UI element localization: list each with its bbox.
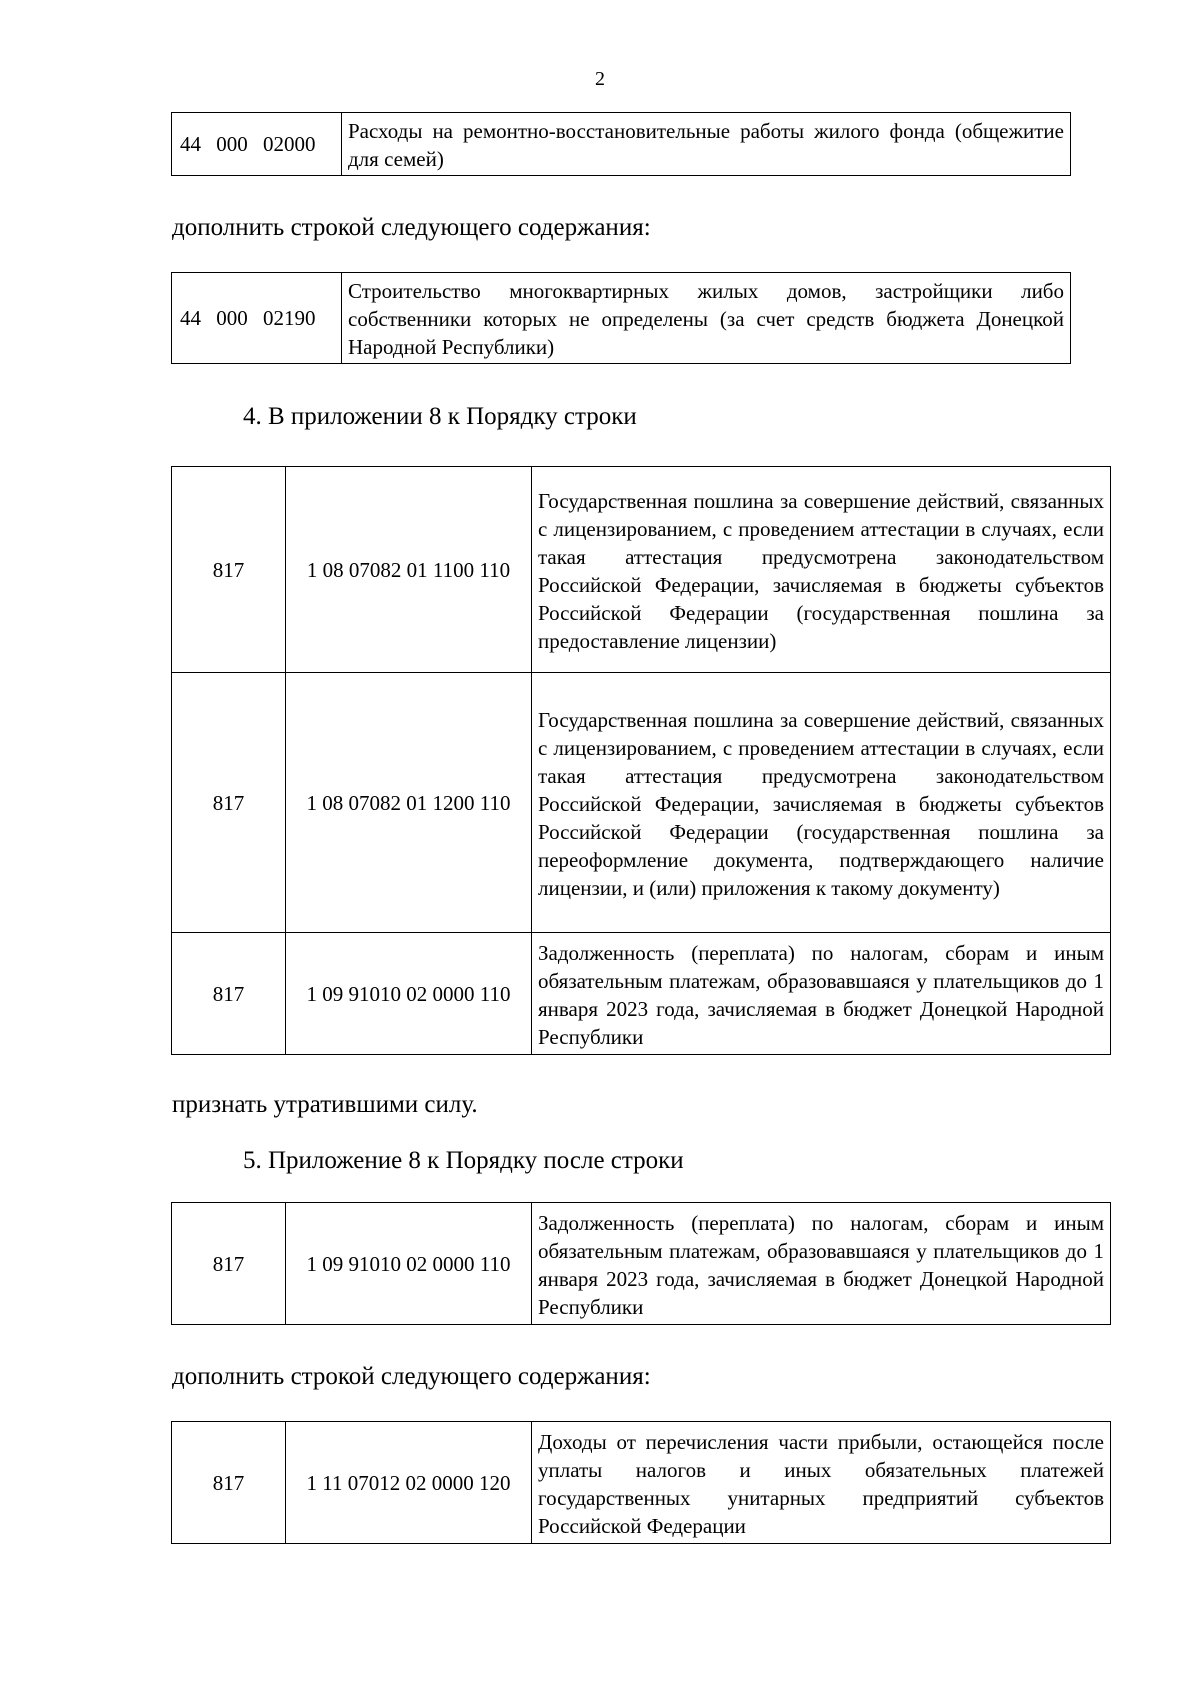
admin-code: 817 <box>172 673 286 933</box>
page-number: 2 <box>595 68 605 90</box>
admin-code: 817 <box>172 467 286 673</box>
table-row <box>172 673 1111 933</box>
table-row <box>172 1422 1111 1544</box>
income-code: 1 09 91010 02 0000 110 <box>286 933 532 1055</box>
expense-code: 44 000 02000 <box>172 113 342 176</box>
table-section-5-new <box>171 1421 1111 1544</box>
table-section-5-existing <box>171 1202 1111 1325</box>
table-section-4 <box>171 466 1111 1055</box>
income-code: 1 08 07082 01 1200 110 <box>286 673 532 933</box>
income-description: Доходы от перечисления части прибыли, остающейся после уплаты налогов и иных обязательных платежей государственных унитарных предприятий субъектов Российской Федерации <box>532 1422 1111 1544</box>
table-expense-existing <box>171 112 1071 176</box>
table-row <box>172 467 1111 673</box>
section-5-heading: 5. Приложение 8 к Порядку после строки <box>243 1147 684 1174</box>
add-line-text: дополнить строкой следующего содержания: <box>172 1363 651 1390</box>
table-row <box>172 1203 1111 1325</box>
table-expense-new <box>171 272 1071 364</box>
income-description: Задолженность (переплата) по налогам, сборам и иным обязательным платежам, образовавшаяся у плательщиков до 1 января 2023 года, зачисляемая в бюджет Донецкой Народной Республики <box>532 933 1111 1055</box>
income-description: Государственная пошлина за совершение действий, связанных с лицензированием, с проведением аттестации в случаях, если такая аттестация предусмотрена законодательством Российской Федерации, зачисляемая в бюджеты субъектов Российской Федерации (государственная пошлина за переоформление документа, подтверждающего наличие лицензии, и (или) приложения к такому документу) <box>532 673 1111 933</box>
expense-code: 44 000 02190 <box>172 273 342 364</box>
income-description: Государственная пошлина за совершение действий, связанных с лицензированием, с проведением аттестации в случаях, если такая аттестация предусмотрена законодательством Российской Федерации, зачисляемая в бюджеты субъектов Российской Федерации (государственная пошлина за предоставление лицензии) <box>532 467 1111 673</box>
table-row <box>172 273 1071 364</box>
income-code: 1 11 07012 02 0000 120 <box>286 1422 532 1544</box>
admin-code: 817 <box>172 933 286 1055</box>
income-description: Задолженность (переплата) по налогам, сборам и иным обязательным платежам, образовавшаяся у плательщиков до 1 января 2023 года, зачисляемая в бюджет Донецкой Народной Республики <box>532 1203 1111 1325</box>
admin-code: 817 <box>172 1422 286 1544</box>
expense-description: Строительство многоквартирных жилых домов, застройщики либо собственники которых не определены (за счет средств бюджета Донецкой Народной Республики) <box>342 273 1071 364</box>
expense-description: Расходы на ремонтно-восстановительные работы жилого фонда (общежитие для семей) <box>342 113 1071 176</box>
income-code: 1 08 07082 01 1100 110 <box>286 467 532 673</box>
add-line-text: дополнить строкой следующего содержания: <box>172 214 651 241</box>
table-row <box>172 933 1111 1055</box>
table-row <box>172 113 1071 176</box>
income-code: 1 09 91010 02 0000 110 <box>286 1203 532 1325</box>
section-4-heading: 4. В приложении 8 к Порядку строки <box>243 403 637 430</box>
admin-code: 817 <box>172 1203 286 1325</box>
section-4-closing: признать утратившими силу. <box>172 1091 478 1118</box>
